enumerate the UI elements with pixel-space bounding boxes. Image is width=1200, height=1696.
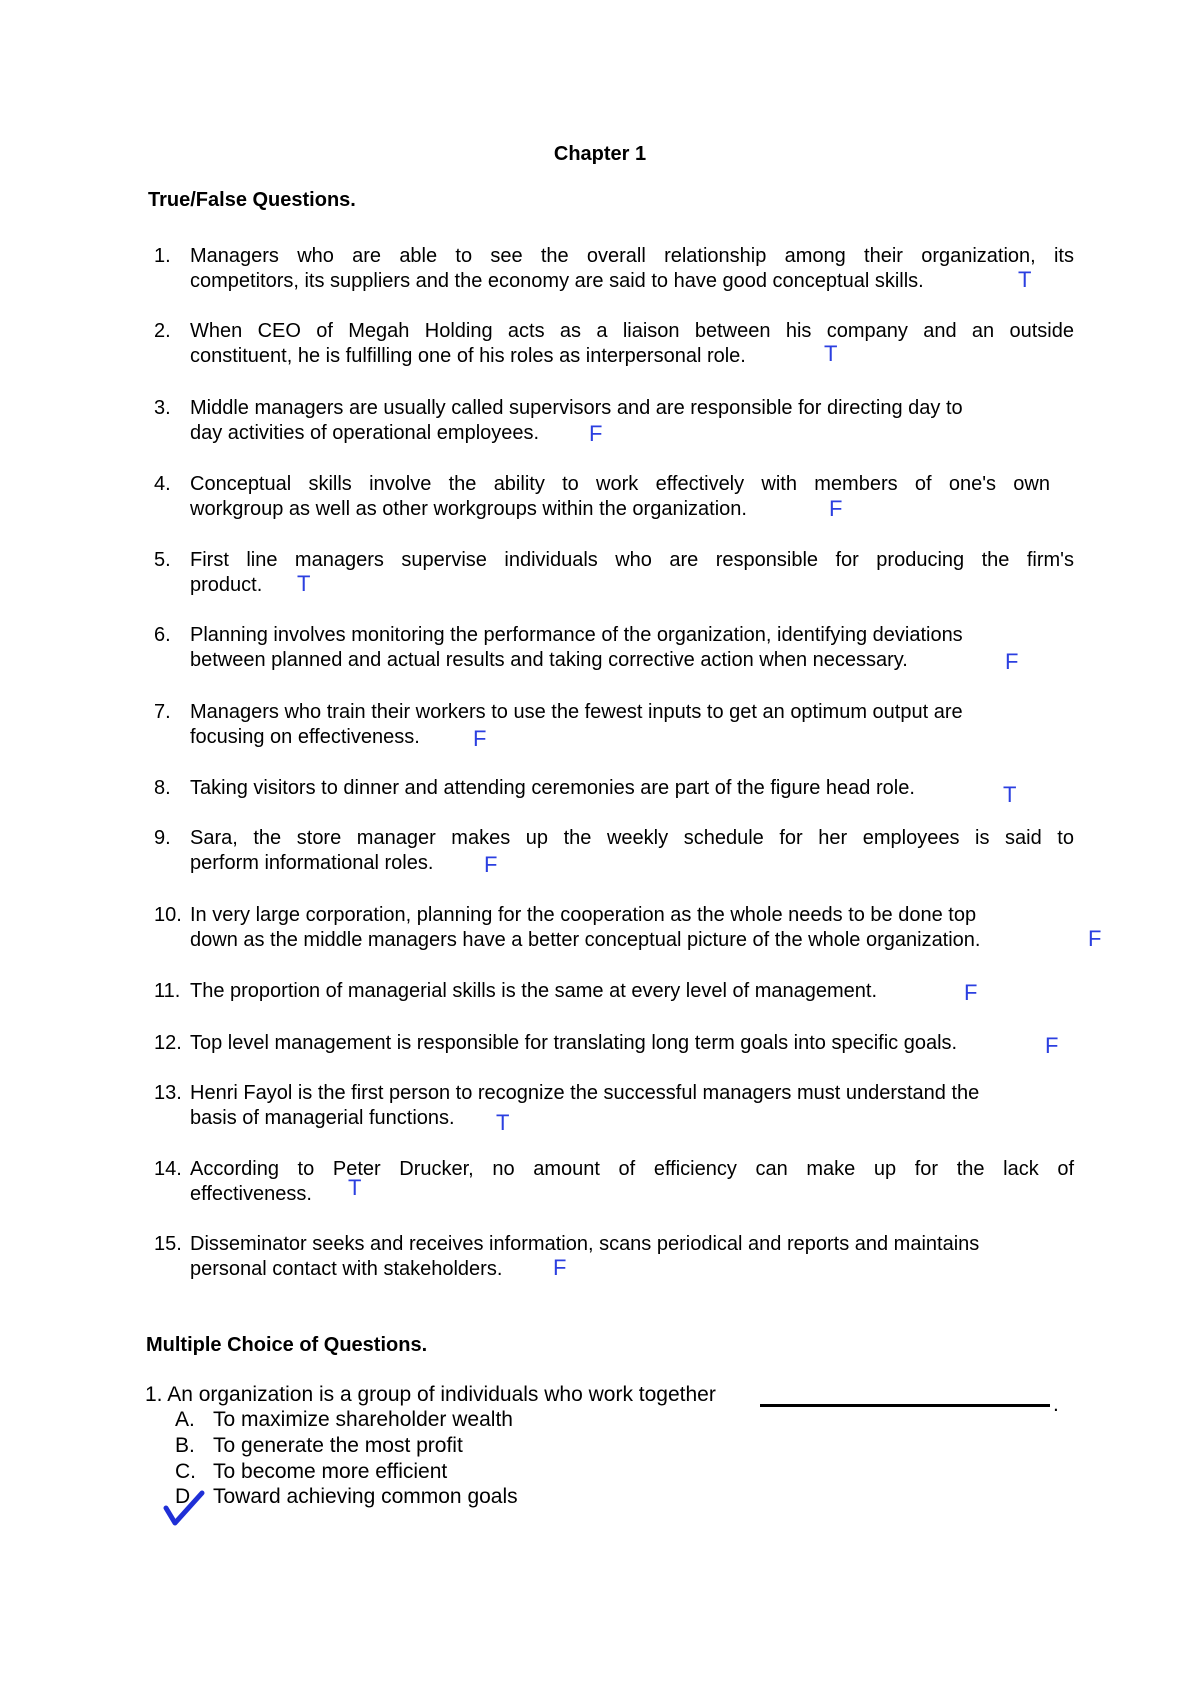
answer-mark: F — [1088, 926, 1102, 951]
mc-option-d — [175, 1485, 518, 1509]
question-text-line: effectiveness. — [190, 1183, 312, 1205]
question-number: 2. — [154, 320, 171, 342]
question-number: 11. — [154, 980, 181, 1002]
question-text-line: Managers who train their workers to use the fewest inputs to get an optimum output are — [190, 701, 963, 723]
answer-mark: F — [1045, 1033, 1059, 1058]
option-letter: C. — [175, 1460, 196, 1483]
answer-mark: F — [589, 421, 603, 446]
question-number: 8. — [154, 777, 171, 799]
question-text-line: basis of managerial functions. — [190, 1107, 455, 1129]
answer-mark: F — [473, 726, 487, 751]
question-number: 14. — [154, 1158, 182, 1180]
answer-mark: F — [553, 1255, 567, 1280]
question-text-line: Taking visitors to dinner and attending ceremonies are part of the figure head role. — [190, 777, 915, 799]
question-number: 15. — [154, 1233, 182, 1255]
question-number: 1. — [154, 245, 171, 267]
question-number: 13. — [154, 1082, 182, 1104]
question-text-line: First line managers supervise individuals who are responsible for producing the firm's — [190, 549, 1074, 571]
question-text-line: Managers who are able to see the overall relationship among their organization, its — [190, 245, 1074, 267]
question-text-line: day activities of operational employees. — [190, 422, 540, 444]
question-number: 6. — [154, 624, 171, 646]
question-text-line: personal contact with stakeholders. — [190, 1258, 503, 1280]
mc-option-a — [175, 1408, 513, 1432]
question-text-line: Middle managers are usually called supervisors and are responsible for directing day to — [190, 397, 963, 419]
answer-mark: T — [824, 341, 838, 366]
question-number: 3. — [154, 397, 171, 419]
question-end-dot: . — [1053, 1393, 1059, 1416]
question-text-line: between planned and actual results and taking corrective action when necessary. — [190, 649, 908, 671]
answer-mark: T — [348, 1175, 362, 1200]
option-letter: D. — [175, 1485, 196, 1508]
question-text-line: product. — [190, 574, 263, 596]
question-number: 7. — [154, 701, 171, 723]
option-text: To become more efficient — [213, 1460, 448, 1483]
question-number: 5. — [154, 549, 171, 571]
question-number: 9. — [154, 827, 171, 849]
tf-heading: True/False Questions. — [148, 189, 356, 211]
option-letter: A. — [175, 1408, 195, 1431]
option-text: Toward achieving common goals — [213, 1485, 518, 1508]
mc-option-b — [175, 1434, 463, 1458]
question-text-line: competitors, its suppliers and the economy are said to have good conceptual skills. — [190, 270, 924, 292]
answer-mark: T — [1003, 782, 1017, 807]
question-number: 4. — [154, 473, 171, 495]
question-text-line: Henri Fayol is the first person to recognize the successful managers must understand the — [190, 1082, 980, 1104]
page-title: Chapter 1 — [553, 143, 647, 165]
answer-mark: F — [829, 496, 843, 521]
mc-heading: Multiple Choice of Questions. — [146, 1334, 428, 1356]
answer-mark: F — [964, 980, 978, 1005]
question-text-line: Conceptual skills involve the ability to work effectively with members of one's own — [190, 473, 1050, 495]
question-text-line: Planning involves monitoring the performance of the organization, identifying deviations — [190, 624, 963, 646]
question-text-line: constituent, he is fulfilling one of his roles as interpersonal role. — [190, 345, 746, 367]
answer-mark: F — [1005, 649, 1019, 674]
question-text-line: Disseminator seeks and receives information, scans periodical and reports and maintains — [190, 1233, 980, 1255]
mc-question-1: 1. An organization is a group of individuals who work together — [145, 1383, 716, 1406]
option-text: To generate the most profit — [213, 1434, 463, 1457]
answer-blank-line — [760, 1404, 1050, 1407]
mc-option-c — [175, 1460, 447, 1484]
answer-mark: T — [297, 571, 311, 596]
question-text-line: focusing on effectiveness. — [190, 726, 420, 748]
question-number: 10. — [154, 904, 182, 926]
question-text-line: down as the middle managers have a better conceptual picture of the whole organization. — [190, 929, 981, 951]
question-text-line: Sara, the store manager makes up the weekly schedule for her employees is said to — [190, 827, 1074, 849]
question-text-line: perform informational roles. — [190, 852, 434, 874]
question-text-line: The proportion of managerial skills is the same at every level of management. — [190, 980, 878, 1002]
question-text-line: workgroup as well as other workgroups within the organization. — [190, 498, 747, 520]
question-text-line: Top level management is responsible for translating long term goals into specific goals. — [190, 1032, 958, 1054]
question-text-line: In very large corporation, planning for the cooperation as the whole needs to be done top — [190, 904, 977, 926]
checkmark-icon — [163, 1490, 205, 1528]
answer-mark: T — [496, 1110, 510, 1135]
answer-mark: F — [484, 852, 498, 877]
question-text-line: According to Peter Drucker, no amount of efficiency can make up for the lack of — [190, 1158, 1074, 1180]
answer-mark: T — [1018, 267, 1032, 292]
option-text: To maximize shareholder wealth — [213, 1408, 513, 1431]
option-letter: B. — [175, 1434, 195, 1457]
question-text-line: When CEO of Megah Holding acts as a liaison between his company and an outside — [190, 320, 1074, 342]
question-number: 12. — [154, 1032, 182, 1054]
